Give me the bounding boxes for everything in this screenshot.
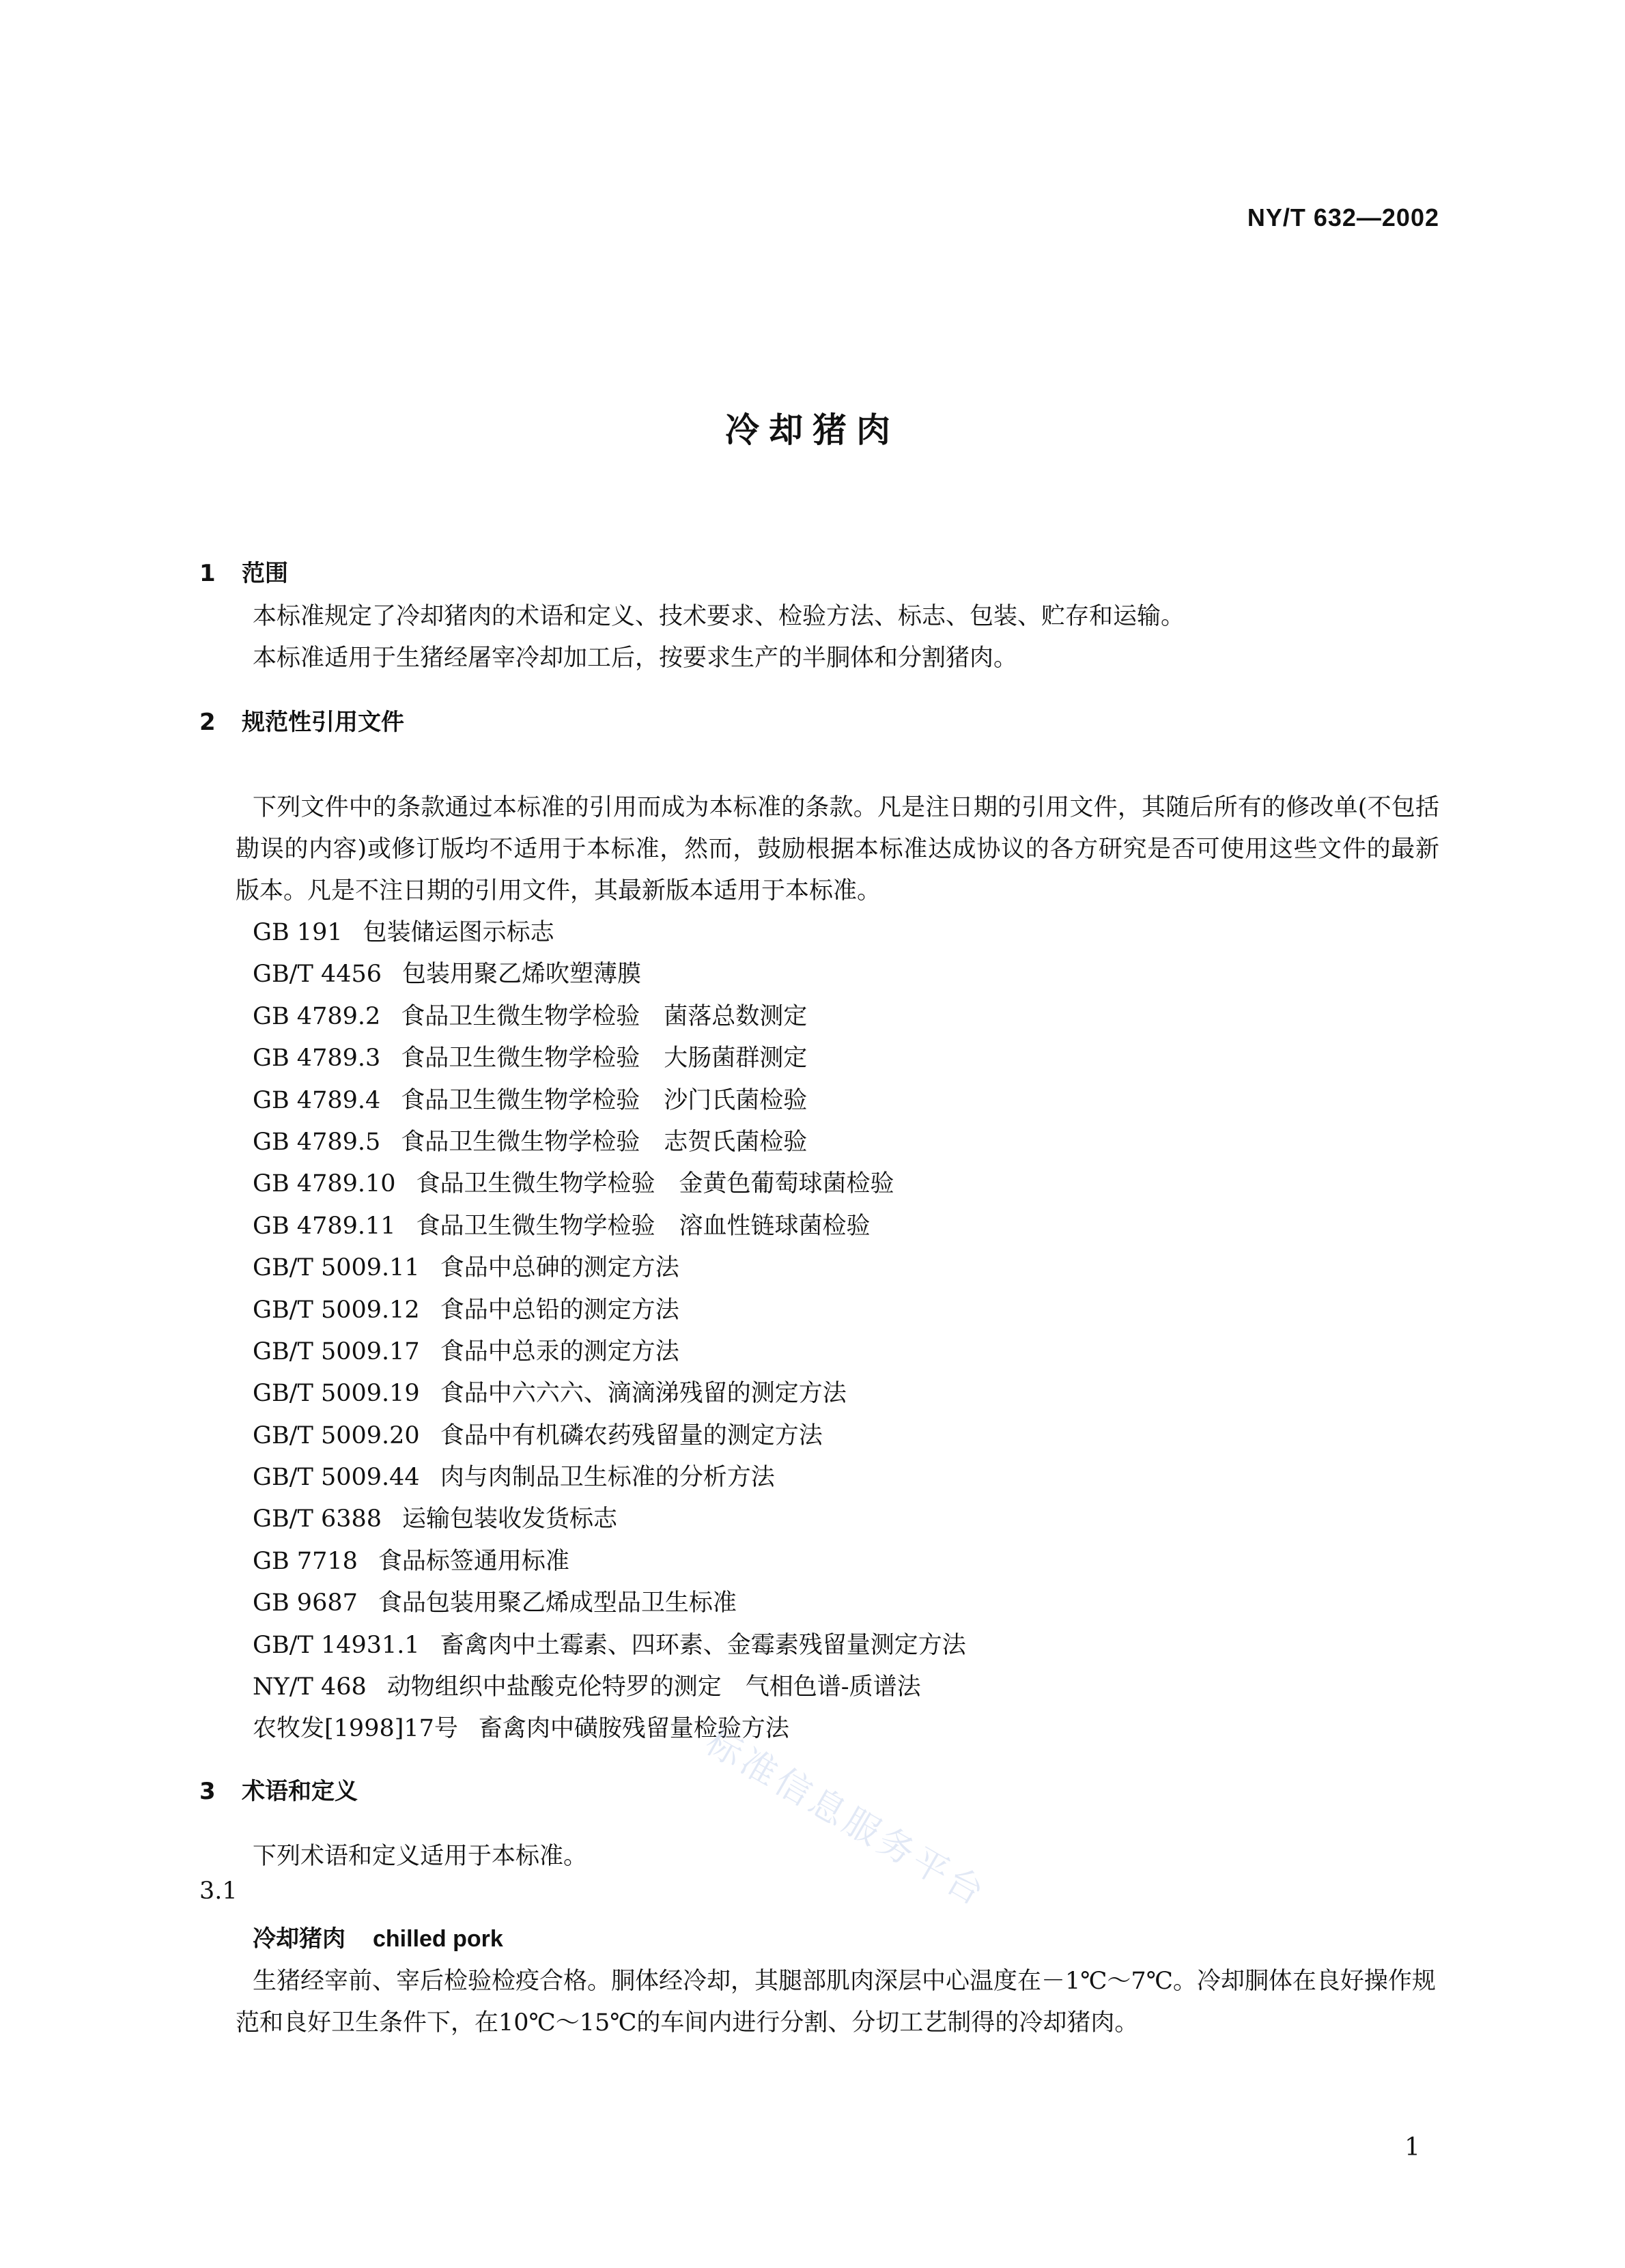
reference-item bbox=[253, 1499, 966, 1540]
reference-item bbox=[253, 1163, 966, 1205]
term-name bbox=[253, 1920, 503, 1953]
reference-title: 食品中有机磷农药残留量的测定方法 bbox=[440, 1421, 823, 1449]
reference-title: 食品卫生微生物学检验 金黄色葡萄球菌检验 bbox=[416, 1170, 894, 1198]
reference-code: GB/T 5009.17 bbox=[253, 1337, 420, 1365]
section-1-paragraph-1: 本标准规定了冷却猪肉的术语和定义、技术要求、检验方法、标志、包装、贮存和运输。 bbox=[253, 603, 1185, 630]
reference-item bbox=[253, 1708, 966, 1750]
section-number: 1 bbox=[199, 560, 216, 587]
reference-code: GB 4789.5 bbox=[253, 1128, 381, 1156]
reference-item bbox=[253, 1038, 966, 1079]
document-code: NY/T 632—2002 bbox=[1247, 203, 1439, 231]
reference-code: GB/T 4456 bbox=[253, 961, 382, 989]
reference-item bbox=[253, 1080, 966, 1122]
reference-item bbox=[253, 1331, 966, 1373]
reference-code: GB 4789.10 bbox=[253, 1170, 396, 1198]
reference-item bbox=[253, 912, 966, 954]
reference-code: GB 9687 bbox=[253, 1589, 358, 1617]
reference-code: GB 191 bbox=[253, 919, 343, 946]
section-title: 规范性引用文件 bbox=[242, 709, 404, 736]
reference-title: 畜禽肉中土霉素、四环素、金霉素残留量测定方法 bbox=[440, 1631, 966, 1659]
reference-item bbox=[253, 1667, 966, 1708]
reference-item bbox=[253, 1247, 966, 1289]
reference-title: 食品中总砷的测定方法 bbox=[440, 1254, 679, 1282]
reference-title: 食品中六六六、滴滴涕残留的测定方法 bbox=[440, 1380, 847, 1408]
reference-title: 包装储运图示标志 bbox=[363, 919, 554, 946]
reference-item bbox=[253, 1373, 966, 1415]
reference-code: GB/T 5009.11 bbox=[253, 1254, 420, 1282]
reference-title: 动物组织中盐酸克伦特罗的测定 气相色谱-质谱法 bbox=[386, 1673, 921, 1701]
reference-code: GB 4789.2 bbox=[253, 1002, 381, 1030]
reference-code: GB/T 6388 bbox=[253, 1505, 382, 1533]
reference-item bbox=[253, 1415, 966, 1457]
term-name-en: chilled pork bbox=[373, 1926, 503, 1952]
reference-title: 食品中总铅的测定方法 bbox=[440, 1296, 679, 1324]
reference-title: 食品卫生微生物学检验 大肠菌群测定 bbox=[401, 1045, 808, 1073]
reference-code: GB/T 14931.1 bbox=[253, 1631, 420, 1659]
reference-title: 食品卫生微生物学检验 沙门氏菌检验 bbox=[401, 1086, 808, 1114]
section-1-paragraph-2: 本标准适用于生猪经屠宰冷却加工后，按要求生产的半胴体和分割猪肉。 bbox=[253, 644, 1018, 672]
term-number: 3.1 bbox=[199, 1877, 238, 1905]
reference-title: 食品卫生微生物学检验 志贺氏菌检验 bbox=[401, 1128, 808, 1156]
reference-title: 食品标签通用标准 bbox=[378, 1547, 569, 1575]
section-1-heading bbox=[199, 554, 288, 588]
reference-code: GB 4789.11 bbox=[253, 1212, 396, 1240]
reference-code: 农牧发[1998]17号 bbox=[253, 1715, 458, 1743]
reference-item bbox=[253, 1122, 966, 1163]
reference-title: 包装用聚乙烯吹塑薄膜 bbox=[402, 961, 642, 989]
reference-code: GB/T 5009.12 bbox=[253, 1296, 420, 1324]
reference-title: 食品包装用聚乙烯成型品卫生标准 bbox=[378, 1589, 737, 1617]
reference-code: GB 7718 bbox=[253, 1547, 358, 1575]
reference-title: 食品中总汞的测定方法 bbox=[440, 1337, 679, 1365]
section-2-heading bbox=[199, 703, 404, 737]
page-title: 冷却猪肉 bbox=[725, 410, 900, 450]
reference-item bbox=[253, 996, 966, 1038]
reference-item bbox=[253, 1583, 966, 1624]
section-title: 术语和定义 bbox=[242, 1778, 358, 1805]
reference-item bbox=[253, 1541, 966, 1583]
section-2-intro: 下列文件中的条款通过本标准的引用而成为本标准的条款。凡是注日期的引用文件，其随后所有的修改单(不包括勘误的内容)或修订版均不适用于本标准，然而，鼓励根据本标准达成协议的各方研究是否可使用这些文件的最新版本。凡是不注日期的引用文件，其最新版本适用于本标准。 bbox=[236, 794, 1439, 905]
reference-item bbox=[253, 1290, 966, 1331]
reference-title: 食品卫生微生物学检验 菌落总数测定 bbox=[401, 1002, 808, 1030]
page-number: 1 bbox=[1404, 2134, 1420, 2161]
reference-code: GB 4789.3 bbox=[253, 1045, 381, 1073]
reference-code: GB 4789.4 bbox=[253, 1086, 381, 1114]
reference-code: GB/T 5009.44 bbox=[253, 1464, 420, 1492]
term-name-cn: 冷却猪肉 bbox=[253, 1925, 345, 1953]
reference-item bbox=[253, 954, 966, 995]
reference-item bbox=[253, 1625, 966, 1667]
reference-code: NY/T 468 bbox=[253, 1673, 367, 1701]
reference-title: 畜禽肉中磺胺残留量检验方法 bbox=[478, 1715, 789, 1743]
section-title: 范围 bbox=[242, 560, 288, 587]
section-number: 2 bbox=[199, 709, 216, 736]
reference-item bbox=[253, 1206, 966, 1247]
reference-list bbox=[253, 912, 966, 1750]
section-3-intro: 下列术语和定义适用于本标准。 bbox=[253, 1843, 588, 1870]
reference-code: GB/T 5009.19 bbox=[253, 1380, 420, 1408]
reference-title: 肉与肉制品卫生标准的分析方法 bbox=[440, 1464, 775, 1492]
reference-title: 运输包装收发货标志 bbox=[402, 1505, 618, 1533]
reference-title: 食品卫生微生物学检验 溶血性链球菌检验 bbox=[416, 1212, 871, 1240]
section-number: 3 bbox=[199, 1778, 216, 1805]
term-definition: 生猪经宰前、宰后检验检疫合格。胴体经冷却，其腿部肌肉深层中心温度在－1℃～7℃。冷却胴体在良好操作规范和良好卫生条件下，在10℃～15℃的车间内进行分割、分切工艺制得的冷却猪肉。 bbox=[236, 1968, 1436, 2037]
reference-item bbox=[253, 1457, 966, 1499]
section-3-heading bbox=[199, 1772, 358, 1806]
reference-code: GB/T 5009.20 bbox=[253, 1421, 420, 1449]
watermark: 标准信息服务平台 bbox=[698, 1721, 994, 1916]
